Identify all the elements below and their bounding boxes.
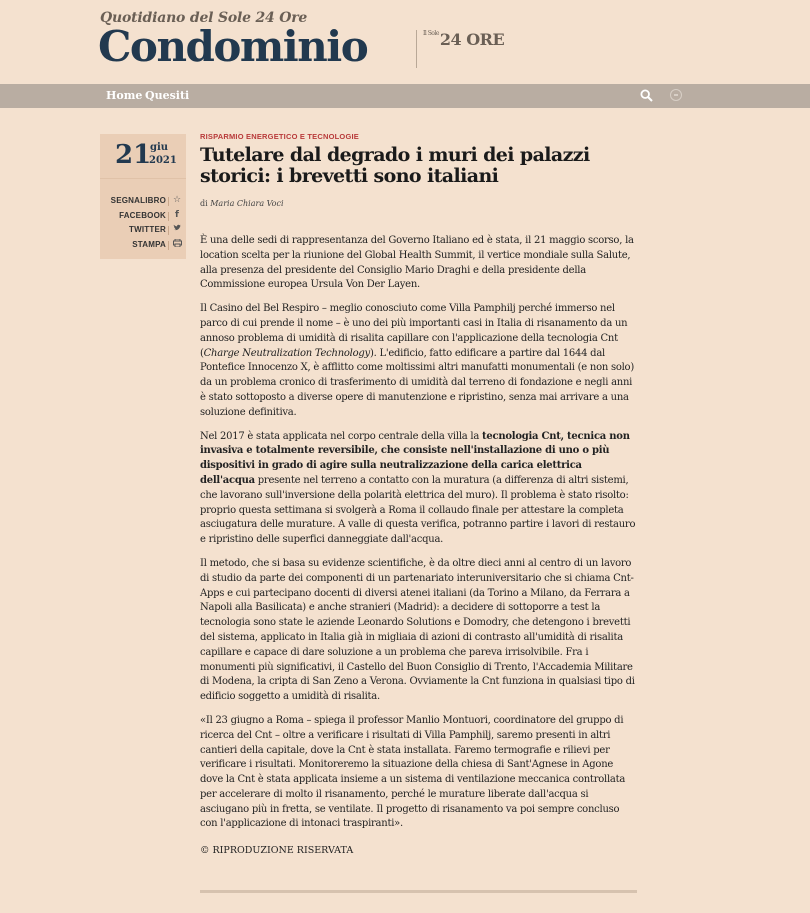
date-month: giu — [150, 142, 169, 153]
nav-quesiti[interactable]: Quesiti — [145, 89, 190, 102]
search-icon[interactable] — [640, 89, 653, 102]
date-divider — [100, 178, 186, 179]
logo-divider — [416, 30, 417, 68]
article-body — [200, 234, 637, 859]
paragraph — [200, 430, 637, 548]
masthead — [98, 8, 505, 74]
twitter-icon — [172, 224, 182, 235]
sole24ore-logo-small: Il Sole — [423, 30, 439, 37]
paragraph: Il metodo, che si basa su evidenze scientifiche, è da oltre dieci anni al centro di un lavoro di studio da parte dei componenti di un partenariato interuniversitario che si chiama Cnt-Apps e cui partecipano docenti di diversi atenei italiani (da Torino a Milano, da Ferrara a Napoli alla Basilicata) e anche stranieri (Madrid): a decidere di sottoporre a test la tecnologia sono state le aziende Leonardo Solutions e Domodry, che detengono i brevetti del sistema, applicato in Italia già in migliaia di azioni di contrasto all'umidità di risalita capillare e capace di dare soluzione a un problema che pareva irrisolvibile. Fra i monumenti più significativi, il Castello del Buon Consiglio di Trento, l'Accademia Militare di Modena, la cripta di San Zeno a Verona. Ovviamente la Cnt funziona in qualsiasi tipo di edificio soggetto a umidità di risalita. — [200, 557, 635, 703]
author[interactable]: Maria Chiara Voci — [210, 199, 284, 208]
paragraph-text: Nel 2017 è stata applicata nel corpo centrale della villa la — [200, 430, 483, 442]
byline-prefix: di — [200, 199, 208, 208]
date-year: 2021 — [149, 155, 177, 166]
paragraph: È una delle sedi di rappresentanza del Governo Italiano ed è stata, il 21 maggio scorso, la location scelta per la riunione del Global Health Summit, il vertice mondiale sulla Salute, alla presenza del presidente del Consiglio Mario Draghi e della presidente della Commissione europea Ursula Von Der Layen. — [200, 235, 634, 291]
share-facebook[interactable] — [100, 211, 186, 225]
share-divider — [168, 241, 169, 250]
sole24ore-logo-text: 24 ORE — [439, 30, 505, 49]
share-divider — [168, 197, 169, 206]
share-twitter[interactable] — [100, 225, 186, 239]
masthead-kicker: Quotidiano del Sole 24 Ore — [100, 10, 308, 26]
share-print-label: STAMPA — [132, 240, 166, 249]
share-bookmark-label: SEGNALIBRO — [110, 196, 166, 205]
paragraph — [200, 302, 637, 420]
facebook-icon: f — [175, 210, 179, 220]
byline — [200, 199, 637, 208]
article — [200, 132, 637, 859]
paragraph-bold: tecnologia Cnt, tecnica non invasiva e totalmente reversibile, che consiste nell'installazione di uno o più dispositivi in grado di agire sulla neutralizzazione della carica elettrica dell'acqua — [200, 430, 630, 486]
paragraph-text: presente nel terreno a contatto con la muratura (a differenza di altri sistemi, che lavorano sull'inversione della polarità elettrica del muro). Il problema è stato risolto: proprio questa settimana si svolgerà a Roma il collaudo finale per attestare la completa asciugatura delle murature. A valle di questa verifica, potranno partire i lavori di restauro e ripristino delle superfici danneggiate dall'acqua. — [200, 474, 636, 546]
share-print[interactable] — [100, 240, 186, 254]
paragraph-emphasis: Charge Neutralization Technology — [203, 347, 370, 359]
main-nav — [0, 84, 810, 108]
print-icon — [172, 239, 182, 250]
paragraph-text: Il Casino del Bel Respiro – meglio conosciuto come Villa Pamphilj perché immerso nel parco di cui prende il nome – è uno dei più importanti casi in Italia di risanamento da un annoso problema di umidità di risalita capillare con l'applicazione della tecnologia Cnt ( — [200, 303, 628, 359]
section-tag[interactable]: RISPARMIO ENERGETICO E TECNOLOGIE — [200, 132, 359, 141]
copyright: © RIPRODUZIONE RISERVATA — [200, 845, 354, 857]
date-day: 21 — [115, 140, 152, 170]
article-meta-box — [100, 134, 186, 259]
bookmark-icon: ☆ — [172, 195, 182, 205]
site-logo[interactable]: Condominio — [98, 22, 368, 71]
share-divider — [168, 212, 169, 221]
user-icon[interactable] — [670, 89, 682, 101]
paragraph-text: ). L'edificio, fatto edificare a partire dal 1644 dal Pontefice Innocenzo X, è afflitto come moltissimi altri manufatti monumentali (e non solo) da un problema cronico di trasferimento di umidità dal terreno di fondazione e negli anni è stato sottoposto a diverse opere di manutenzione e ripristino, senza mai arrivare a una soluzione definitiva. — [200, 347, 634, 418]
article-bottom-divider — [200, 890, 637, 893]
nav-home[interactable]: Home — [106, 89, 143, 102]
article-title: Tutelare dal degrado i muri dei palazzi storici: i brevetti sono italiani — [200, 144, 590, 187]
share-twitter-label: TWITTER — [129, 225, 166, 234]
share-bookmark[interactable] — [100, 196, 186, 210]
share-divider — [168, 226, 169, 235]
paragraph: «Il 23 giugno a Roma – spiega il professor Manlio Montuori, coordinatore del gruppo di ricerca del Cnt – oltre a verificare i risultati di Villa Pamphilj, saremo presenti in altri cantieri della capitale, dove la Cnt è stata installata. Faremo termografie e rilievi per verificare i risultati. Monitoreremo la situazione della chiesa di Sant'Agnese in Agone dove la Cnt è stata applicata insieme a un sistema di ventilazione meccanica controllata per accelerare di molto il risanamento, perché le murature liberate dall'acqua si asciugano più in fretta, se ventilate. Il progetto di risanamento va poi sempre concluso con l'applicazione di intonaci traspiranti». — [200, 714, 626, 830]
sole24ore-logo[interactable] — [423, 30, 504, 49]
share-facebook-label: FACEBOOK — [119, 211, 166, 220]
